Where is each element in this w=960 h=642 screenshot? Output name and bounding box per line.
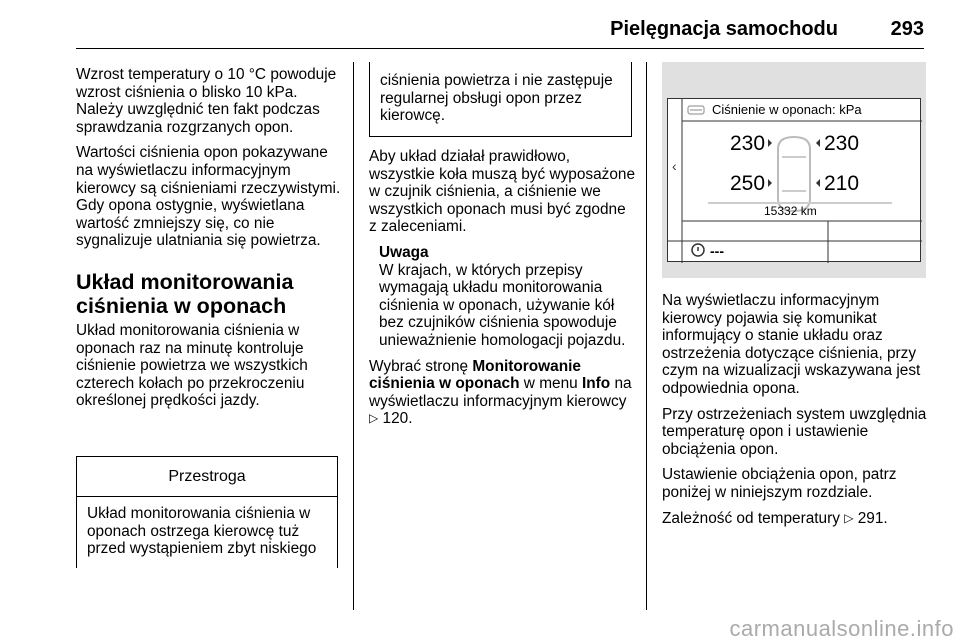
paragraph-warning-factors: Przy ostrzeżeniach system uwzględnia temperaturę opon i ustawienie obciążenia opon. bbox=[662, 405, 927, 458]
pressure-rear-left: 250 bbox=[730, 172, 766, 195]
column-1 bbox=[76, 66, 342, 418]
paragraph-temperature-ref: Zależność od temperatury ▷ 291. bbox=[662, 509, 888, 527]
page-ref-arrow-icon: ▷ bbox=[844, 510, 854, 525]
paragraph-real-pressure: Wartości ciśnienia opon pokazywane na wyświetlaczu informacyjnym kierowcy są ciśnieniami rzeczywistymi. Gdy opona ostygnie, wyświetlana wartość zmniejszy się, co nie sygnalizuje ulatniania się powietrza. bbox=[76, 144, 341, 250]
watermark: carmanualsonline.info bbox=[729, 616, 954, 641]
warning-box bbox=[76, 456, 338, 568]
warning-text: Układ monitorowania ciśnienia w oponach ostrzega kierowcę tuż przed wystąpieniem zbyt niskiego bbox=[87, 505, 317, 558]
note-title: Uwaga bbox=[379, 243, 429, 261]
section-heading-tpms: Układ monitorowania ciśnienia w oponach bbox=[76, 269, 294, 318]
tire-icon bbox=[688, 106, 704, 114]
arrow-rear-left-icon bbox=[768, 179, 772, 187]
note-block bbox=[369, 244, 637, 350]
header-rule bbox=[76, 48, 924, 49]
tpms-warning-icon bbox=[692, 244, 704, 256]
paragraph-tpms-intro: Układ monitorowania ciśnienia w oponach raz na minutę kontroluje ciśnienie powietrza we wszystkich czterech kołach po przekroczeniu określonej prędkości jazdy. bbox=[76, 321, 308, 410]
column-divider-2 bbox=[646, 62, 647, 610]
page-ref[interactable]: 291. bbox=[857, 509, 888, 527]
page-number: 293 bbox=[890, 18, 924, 40]
display-graphic bbox=[668, 99, 922, 263]
paragraph-menu-instruction: Wybrać stronę Monitorowanie ciśnienia w oponach w menu Info na wyświetlaczu informacyjnym kierowcy ▷ 120. bbox=[369, 357, 632, 428]
arrow-front-left-icon bbox=[768, 139, 772, 147]
page-ref-arrow-icon: ▷ bbox=[369, 411, 379, 426]
tire-pressure-display bbox=[667, 98, 921, 262]
paragraph-temperature: Wzrost temperatury o 10 °C powoduje wzrost ciśnienia o blisko 10 kPa. Należy uwzględnić ten fakt podczas sprawdzania rozgrzanych opon. bbox=[76, 66, 337, 136]
column-divider-1 bbox=[353, 62, 354, 610]
warning-title: Przestroga bbox=[77, 457, 337, 497]
arrow-rear-right-icon bbox=[816, 179, 820, 187]
page-ref[interactable]: 120. bbox=[382, 410, 413, 428]
tpms-status: --- bbox=[710, 243, 724, 259]
column-2 bbox=[369, 148, 637, 436]
pressure-front-right: 230 bbox=[824, 132, 860, 155]
pressure-rear-right: 210 bbox=[824, 172, 860, 195]
chevron-left-icon[interactable]: ‹ bbox=[672, 158, 677, 174]
odometer-readout: 15332 km bbox=[764, 204, 817, 218]
car-top-view-icon bbox=[778, 137, 810, 211]
display-title: Ciśnienie w oponach: kPa bbox=[712, 102, 862, 117]
page-header-title: Pielęgnacja samochodu bbox=[610, 18, 838, 40]
warning-box-continued bbox=[369, 62, 632, 137]
column-3 bbox=[662, 292, 928, 535]
arrow-front-right-icon bbox=[816, 139, 820, 147]
note-text: W krajach, w których przepisy wymagają układu monitorowania ciśnienia w oponach, używanie kół bez czujników ciśnienia spowoduje unieważnienie homologacji pojazdu. bbox=[379, 261, 626, 349]
paragraph-sensor-requirement: Aby układ działał prawidłowo, wszystkie koła muszą być wyposażone w czujnik ciśnienia, a ciśnienie we wszystkich oponach musi być zgodne z zaleceniami. bbox=[369, 148, 636, 236]
menu-info: Info bbox=[581, 375, 611, 393]
pressure-front-left: 230 bbox=[730, 132, 766, 155]
warning-text-continued: ciśnienia powietrza i nie zastępuje regularnej obsługi opon przez kierowcę. bbox=[380, 72, 613, 125]
menu-name: Monitorowanie ciśnienia w oponach bbox=[369, 357, 581, 393]
paragraph-load-setting: Ustawienie obciążenia opon, patrz poniżej w niniejszym rozdziale. bbox=[662, 466, 897, 501]
paragraph-display-message: Na wyświetlaczu informacyjnym kierowcy pojawia się komunikat informujący o stanie układu oraz ostrzeżenia dotyczące ciśnienia, przy czym na wizualizacji wskazywana jest odpowiednia opona. bbox=[662, 292, 921, 397]
